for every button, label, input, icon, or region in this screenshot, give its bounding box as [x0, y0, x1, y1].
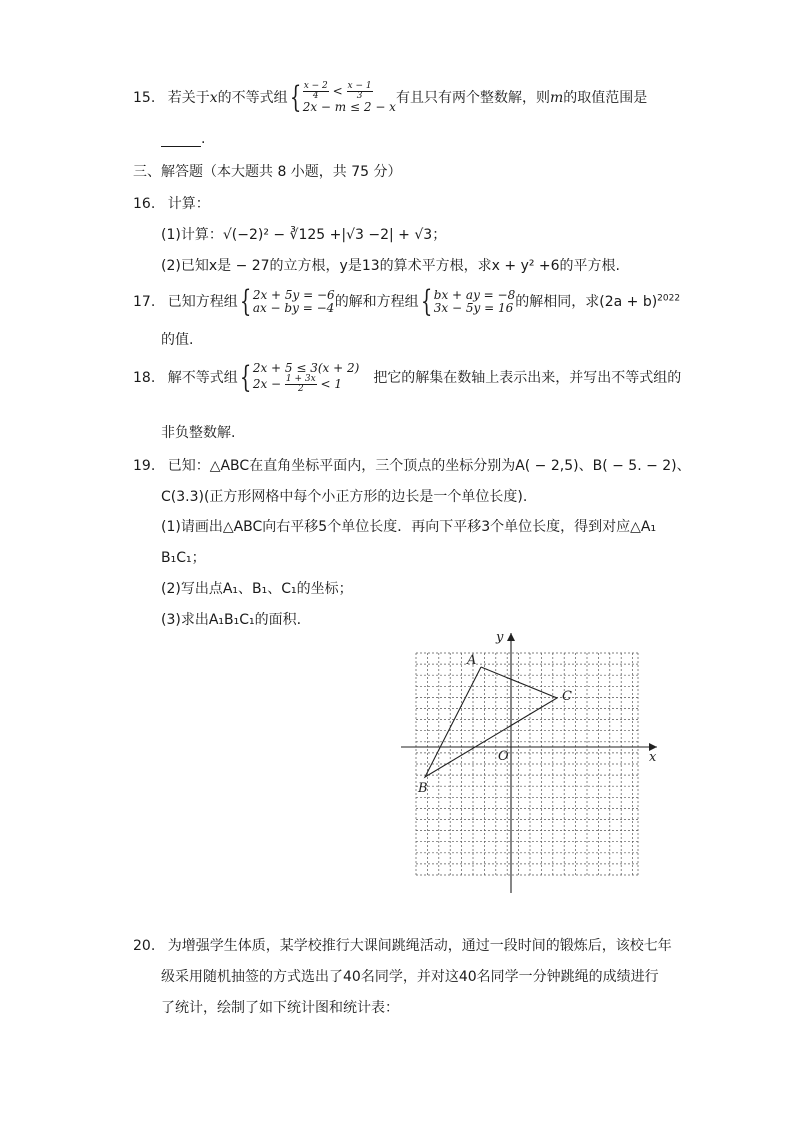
label-x-axis: x [649, 750, 657, 765]
question-number: 18. [133, 370, 156, 386]
q15-brace: { [289, 80, 301, 115]
q17-brace-a: { [239, 284, 251, 319]
q18-text-pre: 解不等式组 [167, 370, 238, 386]
q20-line-2: 级采用随机抽签的方式选出了40名同学，并对这40名同学一分钟跳绳的成绩进行 [161, 969, 659, 985]
q15-var-x: x [209, 90, 218, 106]
q15-text-pre: 若关于 [167, 90, 210, 106]
q16-part-1: (1)计算：√(−2)² − ∛125 +|√3 −2| + √3； [161, 227, 447, 243]
q19-part-1a: (1)请画出△ABC向右平移5个单位长度．再向下平移3个单位长度，得到对应△A₁ [161, 519, 657, 535]
coordinate-grid-figure [395, 625, 665, 900]
q18-system: 2x + 5 ≤ 3(x + 2) 2x − $\frac{1 + 3x}{2}$ < 1 [252, 361, 360, 394]
question-number: 20. [133, 938, 156, 954]
q15-system-line2: 2x − m ≤ 2 − x [302, 100, 396, 114]
q17-text-post: 的解相同，求(2a + b) [515, 294, 658, 310]
y-axis-arrow [507, 633, 515, 641]
label-b: B [418, 781, 428, 796]
q15-text-post: 有且只有两个整数解，则 [395, 90, 550, 106]
triangle-abc [425, 667, 557, 777]
q20-line-3: 了统计，绘制了如下统计图和统计表： [161, 1000, 399, 1016]
question-number: 19. [133, 458, 156, 474]
q15-fraction-left: $\frac{x - 2}{4}$ [303, 81, 328, 101]
label-a: A [467, 653, 477, 668]
q17-system-a: 2x + 5y = −6 ax − by = −4 [252, 288, 335, 315]
label-origin: O [498, 749, 509, 764]
q18-line-2: 非负整数解. [161, 425, 236, 441]
section-heading: 三、解答题（本大题共 8 小题，共 75 分） [133, 164, 402, 180]
q19-part-2: (2)写出点A₁、B₁、C₁的坐标； [161, 581, 353, 597]
q17-brace-b: { [420, 284, 432, 319]
q17-text-pre: 已知方程组 [167, 294, 238, 310]
axes [401, 633, 657, 893]
q19-line-2: C(3.3)(正方形网格中每个小正方形的边长是一个单位长度). [161, 489, 528, 505]
q19-line-1: 已知：△ABC在直角坐标平面内，三个顶点的坐标分别为A( − 2,5)、B( − 5. − 2)、 [167, 458, 691, 474]
q15-var-m: m [549, 90, 564, 106]
question-number: 17. [133, 294, 156, 310]
answer-blank [161, 132, 201, 147]
q15-text-mid: 的不等式组 [217, 90, 288, 106]
q17-text-mid: 的解和方程组 [334, 294, 419, 310]
q17-system-b: bx + ay = −8 3x − 5y = 16 [433, 288, 516, 315]
q17-exponent: 2022 [657, 293, 681, 304]
q18-text-post: 把它的解集在数轴上表示出来，并写出不等式组的 [373, 370, 682, 386]
q15-fraction-right: $\frac{x - 1}{3}$ [347, 81, 372, 101]
q15-period: . [201, 131, 206, 147]
q19-part-1b: B₁C₁； [161, 550, 206, 566]
question-number: 15. [133, 90, 156, 106]
q15-inequality-system: $\frac{x - 2}{4}$ < $\frac{x - 1}{3}$ 2x − m ≤ 2 − x [302, 81, 396, 114]
q19-part-3: (3)求出A₁B₁C₁的面积. [161, 612, 302, 628]
label-y-axis: y [496, 630, 504, 645]
q16-title: 计算： [167, 196, 210, 212]
q16-part-2: (2)已知x是 − 27的立方根，y是13的算术平方根，求x + y² +6的平方根. [161, 258, 621, 274]
q17-line-2: 的值. [161, 332, 194, 348]
q20-line-1: 为增强学生体质，某学校推行大课间跳绳活动，通过一段时间的锻炼后，该校七年 [167, 938, 672, 954]
label-c: C [562, 689, 572, 704]
q18-brace: { [239, 360, 251, 395]
question-number: 16. [133, 196, 156, 212]
q15-text-tail: 的取值范围是 [563, 90, 648, 106]
